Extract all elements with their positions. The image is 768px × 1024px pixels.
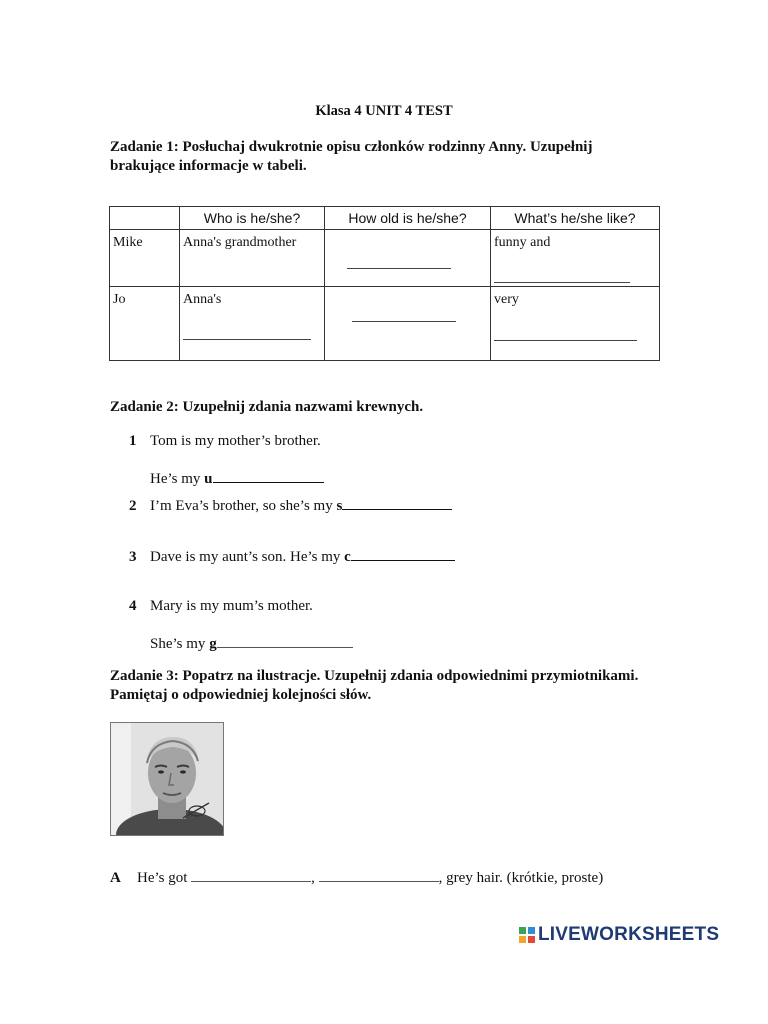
answer-blank-2[interactable] [319, 867, 439, 882]
table-row [110, 230, 660, 287]
hint-letter: g [209, 636, 217, 652]
item-number: 4 [129, 598, 137, 614]
row-name: Mike [113, 235, 143, 250]
row-who: Anna's grandmother [183, 235, 297, 250]
who-answer-blank[interactable] [183, 339, 311, 340]
table-cell-name [110, 287, 180, 361]
liveworksheets-logo[interactable] [519, 924, 719, 946]
item-number: 3 [129, 549, 137, 565]
like-answer-blank[interactable] [494, 340, 637, 341]
hint-letter: c [344, 549, 351, 565]
list-item-line2 [150, 633, 353, 653]
list-item [110, 867, 603, 887]
item-text: Tom is my mother’s brother. [150, 433, 321, 449]
page-title: Klasa 4 UNIT 4 TEST [315, 103, 453, 119]
list-item [129, 597, 313, 615]
task1-heading: Zadanie 1: Posłuchaj dwukrotnie opisu członków rodzinny Anny. Uzupełnij brakujące informacje w tabeli. [110, 139, 593, 174]
item-number: 1 [129, 433, 137, 449]
task2-heading: Zadanie 2: Uzupełnij zdania nazwami krewnych. [110, 399, 424, 415]
hint-letter: u [204, 471, 213, 487]
row-like: very [494, 292, 519, 307]
item-text: Dave is my aunt’s son. He’s my [150, 549, 345, 565]
item-text: I’m Eva’s brother, so she’s my [150, 498, 337, 514]
answer-blank-1[interactable] [191, 867, 311, 882]
age-answer-blank[interactable] [352, 321, 456, 322]
task3-heading: Zadanie 3: Popatrz na ilustracje. Uzupełnij zdania odpowiednimi przymiotnikami. Pamiętaj o odpowiedniej kolejności słów. [110, 668, 639, 703]
man-portrait-image [110, 722, 224, 836]
liveworksheets-logo-icon [519, 927, 535, 943]
item-text: He’s my [150, 471, 205, 487]
item-text: Mary is my mum’s mother. [150, 598, 313, 614]
table-cell-age [325, 287, 491, 361]
list-item [129, 432, 321, 450]
item-separator: , [311, 870, 319, 886]
table-cell-who [180, 230, 325, 287]
like-answer-blank[interactable] [494, 282, 630, 283]
table-header-row [110, 207, 660, 230]
row-like: funny and [494, 235, 551, 250]
row-name: Jo [113, 292, 126, 307]
item-text: She’s my [150, 636, 210, 652]
hint-letter: s [336, 498, 343, 514]
answer-blank[interactable] [342, 495, 452, 510]
table-header-like: What’s he/she like? [491, 207, 660, 230]
answer-blank[interactable] [213, 468, 324, 483]
family-info-table [109, 206, 660, 361]
list-item-line2 [150, 468, 324, 488]
answer-blank[interactable] [217, 633, 353, 648]
table-cell-name [110, 230, 180, 287]
table-cell-like [491, 230, 660, 287]
item-text: He’s got [137, 870, 192, 886]
table-header-who: Who is he/she? [180, 207, 325, 230]
list-item [129, 495, 452, 515]
table-cell-like [491, 287, 660, 361]
table-header-age: How old is he/she? [325, 207, 491, 230]
table-row [110, 287, 660, 361]
table-cell-age [325, 230, 491, 287]
brand-name: LIVEWORKSHEETS [538, 924, 720, 945]
item-text-suffix: , grey hair. (krótkie, proste) [438, 870, 604, 886]
item-number: 2 [129, 498, 137, 514]
list-item [129, 546, 455, 566]
portrait-illustration [111, 723, 223, 835]
table-header-empty [110, 207, 180, 230]
table-cell-who [180, 287, 325, 361]
row-who: Anna's [183, 292, 222, 307]
age-answer-blank[interactable] [347, 268, 451, 269]
item-label: A [110, 870, 121, 886]
answer-blank[interactable] [351, 546, 455, 561]
